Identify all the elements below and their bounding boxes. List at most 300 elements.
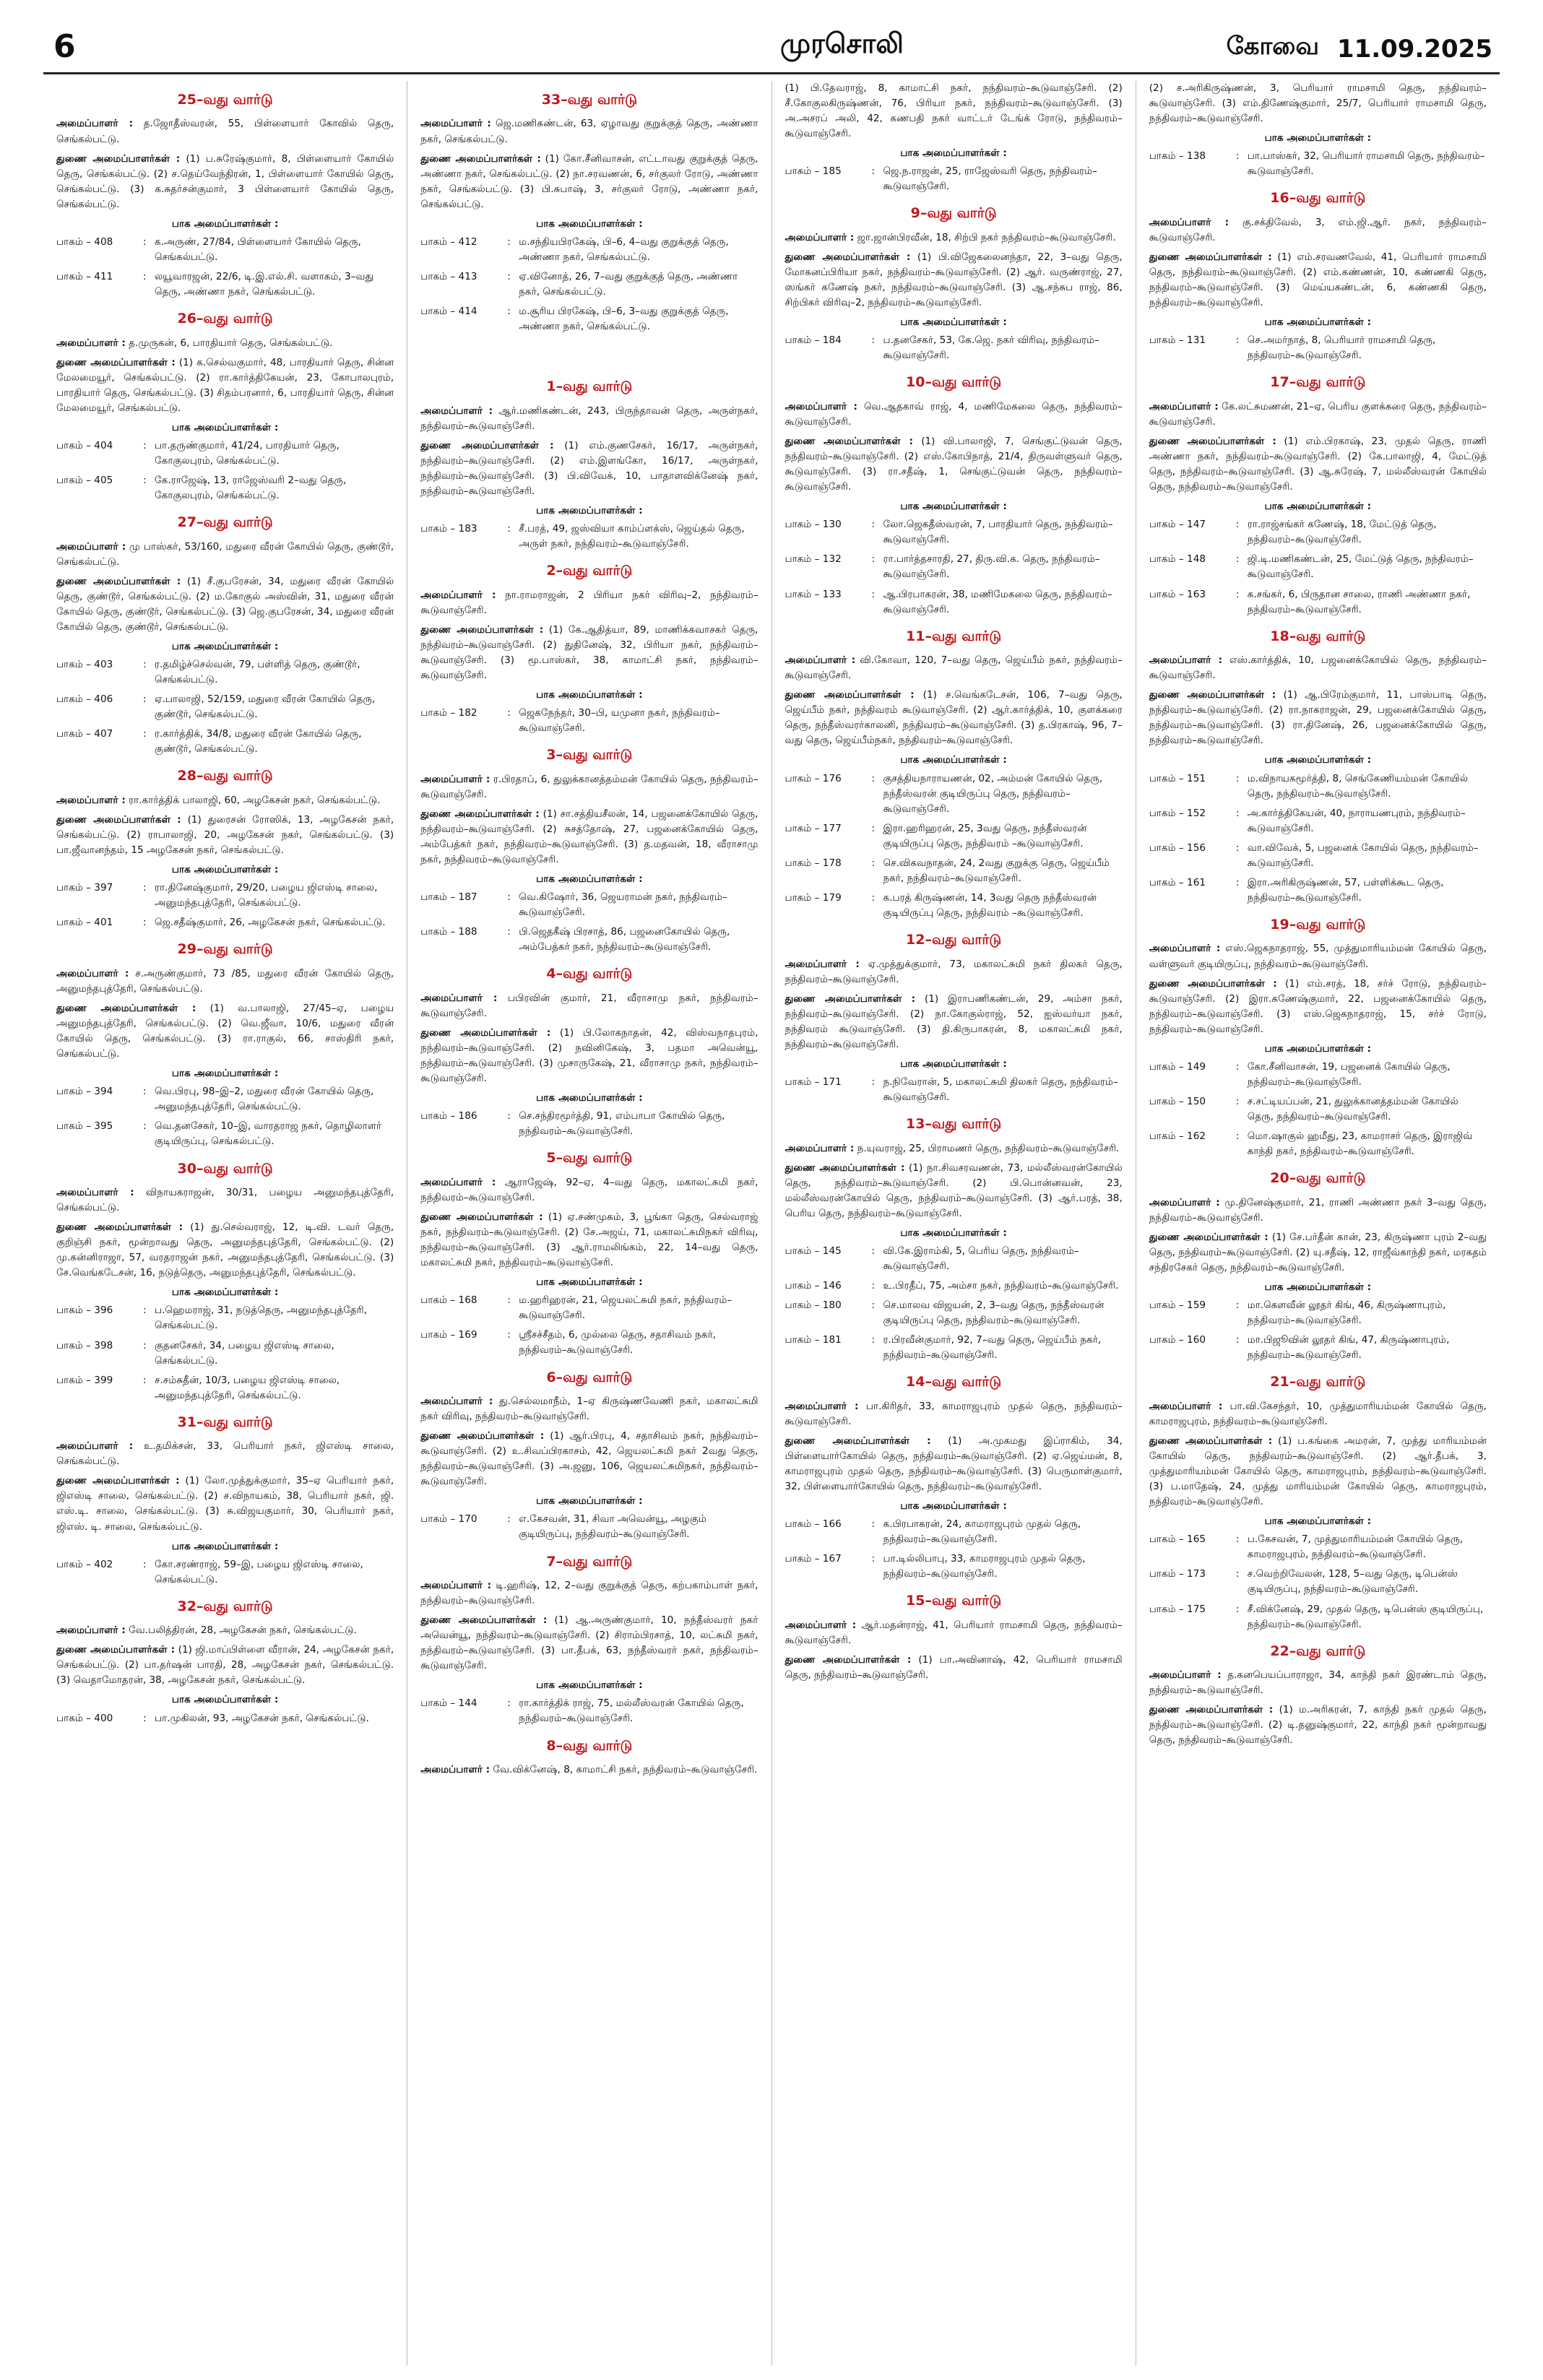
booth-separator: : [1235,1096,1240,1107]
booth-separator: : [143,1086,147,1098]
booth-organizer: அ.கார்த்திகேயன், 40, நாராயணபுரம், நந்திவரம்–கூடுவாஞ்சேரி. [1247,807,1466,834]
deputy-organizers-entry [1149,1702,1487,1748]
booth-separator: : [871,1299,876,1312]
booth-row [785,821,1123,852]
organizer-entry [785,230,1123,246]
organizer-label: அமைப்பாளர் : [56,1440,134,1453]
booth-row [56,657,394,688]
booth-organizers-heading: பாக அமைப்பாளர்கள் : [900,1057,1007,1070]
booth-number: பாகம் – 400 [56,1712,113,1724]
deputy-organizers-entry [420,438,758,499]
organizer-text: எஸ்.கார்த்திக், 10, பஜனைக்கோயில் தெரு, நந்திவரம்–கூடுவாஞ்சேரி. [1149,654,1487,682]
ward-heading: 32–வது வார்டு [177,1598,273,1614]
booth-separator: : [507,1329,511,1341]
booth-number: பாகம் – 184 [785,334,842,347]
organizer-entry [420,991,758,1021]
deputy-text: (1) துரைசன் ரோஸிக், 13, அழகேசன் நகர், செங்கல்பட்டு. (2) ராபாலாஜி, 20, அழகேசன் நகர், செங்கல்பட்டு. (3) பா.ஜீவானந்தம், 15 அழகேசன் நகர், செங்கல்பட்டு. [56,813,394,857]
deputy-text: (1) ஜி.மாப்பிள்ளை வீரான், 24, அழகேசன் நகர், செங்கல்பட்டு. (2) பா.தர்ஷன் பாரதி, 28, அழகேசன் நகர், செங்கல்பட்டு. (3) வெதாமோதரன், 38, அழகேசன் நகர், செங்கல்பட்டு. [56,1644,394,1687]
booth-organizer: கோ.சீனிவாசன், 19, பஜனைக் கோயில் தெரு, நந்திவரம்–கூடுவாஞ்சேரி. [1247,1060,1451,1088]
deputy-label: துணை அமைப்பாளர்கள் : [56,1221,183,1234]
booth-row [1149,1094,1487,1125]
booth-separator: : [507,523,511,535]
deputy-text: (1) வ.பாலாஜி, 27/45–ஏ, பழைய அனுமந்தபுத்தேரி, செங்கல்பட்டு. (2) வெ.ஜீவா, 10/6, மதுரை வீரன் கோயில் தெரு, செங்கல்பட்டு. (3) ரா.ராகுல், 66, சாஸ்திரி நகர், செங்கல்பட்டு. [56,1002,394,1060]
organizer-label: அமைப்பாளர் : [420,118,491,130]
deputy-label: துணை அமைப்பாளர்கள் : [56,575,181,587]
booth-number: பாகம் – 151 [1149,772,1206,784]
deputy-organizers-entry [420,1429,758,1489]
booth-number: பாகம் – 170 [420,1513,477,1526]
deputy-text: (1) பி.தேவராஜ், 8, காமாட்சி நகர், நந்திவரம்–கூடுவாஞ்சேரி. (2) சீ.கோகுலகிருஷ்ணன், 76, பிரியா நகர், நந்திவரம்–கூடுவாஞ்சேரி. (3) அ.அசரப் அலி, 42, கணபதி நகர் வாட்டர் டேங்க் ரோடு, நந்திவரம்–கூடுவாஞ்சேரி. [785,82,1123,140]
booth-organizer: ப.ஹெமராஜ், 31, நடுத்தெரு, அனுமந்தபுத்தேரி, செங்கல்பட்டு. [155,1304,368,1332]
booth-number: பாகம் – 165 [1149,1533,1206,1546]
booth-number: பாகம் – 402 [56,1558,113,1570]
booth-number: பாகம் – 183 [420,523,477,535]
organizer-text: ஜெ.மணிகண்டன், 63, ஏழாவது குறுக்குத் தெரு, அண்ணா நகர், செங்கல்பட்டு. [420,118,758,145]
booth-row [1149,1567,1487,1597]
ward-heading: 16–வது வார்டு [1270,190,1366,207]
booth-separator: : [507,1513,511,1526]
booth-separator: : [871,588,876,600]
organizer-entry [1149,215,1487,246]
deputy-text: (1) ஏ.சண்முகம், 3, பூங்கா தெரு, செல்வராஜ் நகர், நந்திவரம்–கூடுவாஞ்சேரி. (2) சே.அஜய், 71, மகாலட்சுமிநகர் விரிவு, நந்திவரம்–கூடுவாஞ்சேரி. (3) ஆர்.ராமலிங்கம், 22, 14–வது தெரு, மகாலட்சுமி நகர், நந்திவரம்–கூடுவாஞ்சேரி. [420,1211,758,1269]
booth-row [56,1119,394,1149]
booth-separator: : [143,1339,147,1351]
deputy-organizers-entry [1149,688,1487,748]
deputy-label: துணை அமைப்பாளர்கள் : [1149,435,1276,447]
booth-organizer: குசத்தியநாராயணன், 02, அம்மன் கோயில் தெரு, நந்தீஸ்வரன் குடியிருப்பு தெரு, நந்திவரம்–கூடுவாஞ்சேரி. [883,772,1103,815]
booth-separator: : [871,1553,876,1565]
booth-separator: : [1235,1568,1240,1580]
booth-organizers-heading: பாக அமைப்பாளர்கள் : [1264,501,1372,513]
booth-organizer: பா.டில்லிபாபு, 33, காமராஜபுரம் முதல் தெரு, நந்திவரம்–கூடுவாஞ்சேரி. [883,1553,1086,1580]
organizer-label: அமைப்பாளர் : [420,773,490,785]
booth-organizer: வி.கே.இராம்கி, 5, பெரிய தெரு, நந்திவரம்–கூடுவாஞ்சேரி. [883,1245,1079,1272]
booth-row [1149,1532,1487,1562]
deputy-label: துணை அமைப்பாளர்கள் : [785,1654,912,1666]
booth-organizer: ஆ.பிரபாகரன், 38, மணிமேகலை தெரு, நந்திவரம்–கூடுவாஞ்சேரி. [883,588,1113,615]
organizer-entry [1149,941,1487,972]
booth-separator: : [507,306,511,318]
column-gap [420,339,758,368]
deputy-text: (1) எம்.குணசேகர், 16/17, அருள்நகர், நந்திவரம்–கூடுவாஞ்சேரி. (2) எம்.இளங்கோ, 16/17, அருள்நகர், நந்திவரம்–கூடுவாஞ்சேரி. (3) பி.விவேக், 10, பாதாளவிக்னேஷ் நகர், நந்திவரம்–கூடுவாஞ்சேரி. [420,439,758,497]
booth-number: பாகம் – 403 [56,659,113,671]
booth-separator: : [871,334,876,347]
booth-organizers-heading: பாக அமைப்பாளர்கள் : [171,421,279,433]
booth-separator: : [143,271,147,282]
booth-row [785,1278,1123,1294]
booth-organizer: வா.விவேக், 5, பஜனைக் கோயில் தெரு, நந்திவரம்–கூடுவாஞ்சேரி. [1247,841,1479,869]
booth-organizer: மா.கெளவீன் லூதர் கிங், 46, கிருஷ்ணாபுரம், நந்திவரம்–கூடுவாஞ்சேரி. [1247,1299,1446,1327]
deputy-organizers-entry [1149,1434,1487,1510]
booth-number: பாகம் – 397 [56,882,113,894]
organizer-entry [420,772,758,802]
ward-heading: 22–வது வார்டு [1270,1643,1366,1659]
deputy-text: (1) அ.முகமது இப்ராகிம், 34, பிள்ளையார்கோயில் தெரு, நந்திவரம்–கூடுவாஞ்சேரி. (2) ஏ.ஜெய்மன், 8, காமராஜபுரம் முதல் தெரு, நந்திவரம்–கூடுவாஞ்சேரி. (3) பெருமாள்குமார், 32, பிள்ளையார்கோயில் தெரு, நந்திவரம்–கூடுவாஞ்சேரி. [785,1435,1123,1493]
booth-separator: : [507,1697,511,1710]
organizer-text: எஸ்.ஜெகநாதராஜ், 55, முத்துமாரியம்மன் கோயில் தெரு, வள்ளுவர் குடியிருப்பு, நந்திவரம்–கூடுவாஞ்சேரி. [1149,943,1487,970]
booth-row [1149,1602,1487,1632]
booth-number: பாகம் – 162 [1149,1130,1206,1143]
booth-separator: : [143,882,147,894]
organizer-entry [420,1394,758,1424]
booth-organizer: ம.விநாயகமூர்த்தி, 8, செங்கேணியம்மன் கோயில் தெரு, நந்திவரம்–கூடுவாஞ்சேரி. [1247,772,1469,800]
booth-separator: : [507,271,511,282]
booth-organizer: வெ.பிரபு, 98–இ–2, மதுரை வீரன் கோயில் தெரு, அனுமந்தபுத்தேரி, செங்கல்பட்டு. [155,1086,374,1113]
booth-number: பாகம் – 132 [785,553,842,566]
organizer-label: அமைப்பாளர் : [785,1400,859,1412]
booth-number: பாகம் – 401 [56,917,113,929]
newspaper-name: முரசொலி [780,27,904,59]
booth-organizers-heading: பாக அமைப்பாளர்கள் : [1264,132,1372,144]
booth-organizer: ச.வெற்றிவேலன், 128, 5–வது தெரு, டிபென்ஸ் குடியிருப்பு, நந்திவரம்–கூடுவாஞ்சேரி. [1247,1568,1458,1596]
booth-row [420,1696,758,1726]
deputy-label: துணை அமைப்பாளர்கள் : [420,623,544,636]
booth-organizer: கே.ராஜேஷ், 13, ராஜேஸ்வரி 2–வது தெரு, கோகுலபுரம், செங்கல்பட்டு. [155,475,347,502]
organizer-label: அமைப்பாளர் : [420,1176,496,1188]
booth-organizer: ஏ.பாலாஜி, 52/159, மதுரை வீரன் கோயில் தெரு, குண்டூர், செங்கல்பட்டு. [155,693,376,721]
booth-number: பாகம் – 169 [420,1329,477,1341]
booth-number: பாகம் – 404 [56,439,113,451]
booth-separator: : [143,728,147,740]
columns [43,81,1500,2366]
booth-row [56,727,394,757]
booth-number: பாகம் – 160 [1149,1334,1206,1346]
booth-organizer: ரா.தினேஷ்குமார், 29/20, பழைய ஜிஎஸ்டி சாலை, அனுமந்தபுத்தேரி, செங்கல்பட்டு. [155,882,378,909]
deputy-organizers-entry [56,1220,394,1281]
booth-organizer: செ.மாலவ விஜயன், 2, 3–வது தெரு, நந்தீஸ்வரன் குடியிருப்பு தெரு, நந்திவரம்–கூடுவாஞ்சேரி. [883,1299,1105,1327]
booth-separator: : [871,519,876,531]
organizer-label: அமைப்பாளர் : [420,992,498,1004]
booth-organizer: இரா.அரிகிருஷ்ணன், 57, பள்ளிக்கூட தெரு, நந்திவரம்–கூடுவாஞ்சேரி. [1247,876,1444,904]
booth-row [56,269,394,300]
organizer-text: மு பாஸ்கர், 53/160, மதுரை வீரன் கோயில் தெரு, குண்டூர், செங்கல்பட்டு. [56,540,394,568]
deputy-text: (1) க.செல்வகுமார், 48, பாரதியார் தெரு, சின்ன மேலமையூர், செங்கல்பட்டு. (2) ரா.கார்த்திகேயன், 23, கோபாலபுரம், பாரதியார் தெரு, செங்கல்பட்டு. (3) சிதம்பரனார், 6, பாரதியார் தெரு, சின்ன மேலமையூர், செங்கல்பட்டு. [56,356,394,414]
booth-organizer: வெ.கிஷோர், 36, ஜெயராமன் நகர், நந்திவரம்–கூடுவாஞ்சேரி. [519,891,727,919]
booth-number: பாகம் – 394 [56,1086,113,1098]
deputy-organizers-entry [1149,81,1487,126]
booth-row [420,925,758,955]
booth-row [785,587,1123,618]
ward-heading: 9–வது வார்டு [910,205,997,222]
booth-organizer: ஜெகநேந்தர், 30–பி, யமுனா நகர், நந்திவரம்–கூடுவாஞ்சேரி. [519,707,720,735]
booth-row [785,164,1123,194]
ward-heading: 6–வது வார்டு [546,1369,633,1385]
booth-row [785,333,1123,363]
booth-row [785,1333,1123,1363]
booth-separator: : [507,926,511,938]
booth-organizer: லயூவாரஜன், 22/6, டி.இ.எல்.சி. வளாகம், 3–வது தெரு, அண்ணா நகர், செங்கல்பட்டு. [155,271,374,298]
organizer-entry [785,1141,1123,1156]
organizer-text: நா.ராமராஜன், 2 பிரியா நகர் விரிவு–2, நந்திவரம்–கூடுவாஞ்சேரி. [420,589,758,616]
organizer-label: அமைப்பாளர் : [785,654,856,667]
deputy-text: (1) து.செல்வராஜ், 12, டி.வி. டவர் தெரு, குறிஞ்சி நகர், மூன்றாவது தெரு, அனுமந்தபுத்தேரி, செங்கல்பட்டு. (2) மு.கன்னிராஜா, 57, வரதராஜன் நகர், அனுமந்தபுத்தேரி, செங்கல்பட்டு. (3) சே.வெங்கடேசன், 16, நடுத்தெரு, அனுமந்தபுத்தேரி, செங்கல்பட்டு. [56,1221,394,1279]
booth-organizers-heading: பாக அமைப்பாளர்கள் : [1264,1515,1372,1528]
booth-organizers-heading: பாக அமைப்பாளர்கள் : [1264,754,1372,766]
booth-organizer: ப.கேசவன், 7, முத்துமாரியம்மன் கோயில் தெரு, காமராஜபுரம், நந்திவரம்–கூடுவாஞ்சேரி. [1247,1533,1464,1561]
organizer-label: அமைப்பாளர் : [1149,400,1219,412]
organizer-label: அமைப்பாளர் : [1149,1196,1220,1208]
ward-heading: 2–வது வார்டு [546,563,633,579]
booth-organizer: சீ.பரத், 49, ஜஸ்வியா காம்ப்ளக்ஸ், ஜெய்தல் தெரு, அருள் நகர், நந்திவரம்–கூடுவாஞ்சேரி. [519,523,745,550]
ward-heading: 11–வது வார்டு [906,628,1002,644]
column-4 [1136,81,1500,2366]
booth-row [785,1517,1123,1547]
booth-number: பாகம் – 173 [1149,1568,1206,1580]
deputy-organizers-entry [56,813,394,858]
booth-number: பாகம் – 186 [420,1110,477,1122]
booth-organizers-heading: பாக அமைப்பாளர்கள் : [171,1694,279,1706]
organizer-label: அமைப்பாளர் : [420,589,496,601]
deputy-text: (1) இராபணிகண்டன், 29, அம்சா நகர், நந்திவரம்–கூடுவாஞ்சேரி. (2) நா.கோகுல்ராஜ், 52, ஐஸ்வர்யா நகர், நந்திவரம் கூடுவாஞ்சேரி. (3) தி.கிருபாகரன், 8, மகாலட்சுமி நகர், நந்திவரம்–கூடுவாஞ்சேரி. [785,992,1123,1050]
organizer-text: வி.கோவா, 120, 7–வது தெரு, ஜெய்பீம் நகர், நந்திவரம்–கூடுவாஞ்சேரி. [785,654,1123,682]
booth-organizers-heading: பாக அமைப்பாளர்கள் : [536,505,643,517]
deputy-text: (1) லோ.முத்துக்குமார், 35–ஏ பெரியார் நகர், ஜிஎஸ்டி சாலை, செங்கல்பட்டு. (2) ச.விநாயகம், 38, பெரியார் நகர், ஜி. எஸ்.டி. சாலை, செங்கல்பட்டு. (3) சு.விஜயகுமார், 30, பெரியார் நகர், ஜிஎஸ். டி. சாலை, செங்கல்பட்டு. [56,1475,394,1533]
deputy-label: துணை அமைப்பாளர்கள் : [785,1161,905,1174]
booth-row [785,1075,1123,1105]
organizer-label: அமைப்பாளர் : [56,1186,134,1198]
booth-number: பாகம் – 180 [785,1299,842,1312]
booth-organizer: மா.பிஜூவின் லூதர் கிங், 47, கிருஷ்ணாபுரம், நந்திவரம்–கூடுவாஞ்சேரி. [1247,1334,1450,1362]
organizer-entry [56,1439,394,1469]
booth-row [785,891,1123,921]
booth-separator: : [1235,519,1240,531]
deputy-organizers-entry [1149,1230,1487,1276]
booth-row [1149,333,1487,363]
booth-number: பாகம் – 187 [420,891,477,904]
booth-number: பாகம் – 147 [1149,519,1206,531]
deputy-label: துணை அமைப்பாளர்கள் : [785,1435,931,1447]
deputy-label: துணை அமைப்பாளர்கள் : [420,1614,548,1627]
organizer-entry [785,957,1123,987]
booth-organizers-heading: பாக அமைப்பாளர்கள் : [900,1500,1007,1513]
deputy-label: துணை அமைப்பாளர்கள் : [420,808,540,820]
booth-number: பாகம் – 146 [785,1280,842,1291]
booth-separator: : [871,165,876,178]
deputy-label: துணை அமைப்பாளர்கள் : [785,992,916,1005]
organizer-text: வே.விக்னேஷ், 8, காமாட்சி நகர், நந்திவரம்–கூடுவாஞ்சேரி. [493,1763,758,1775]
booth-row [420,1109,758,1139]
booth-separator: : [871,1280,876,1291]
organizer-entry [1149,399,1487,430]
organizer-text: ரா.கார்த்திக் பாலாஜி, 60, அழகேசன் நகர், செங்கல்பட்டு. [129,794,381,806]
booth-organizer: ஜெ.சதீஷ்குமார், 26, அழகேசன் நகர், செங்கல்பட்டு. [155,917,386,929]
booth-separator: : [1235,150,1240,163]
booth-separator: : [1235,841,1240,854]
ward-heading: 17–வது வார்டு [1270,374,1366,391]
booth-row [785,1298,1123,1328]
deputy-label: துணை அமைப்பாளர்கள் : [420,439,554,451]
deputy-organizers-entry [56,574,394,635]
booth-row [56,438,394,469]
organizer-text: பா.கிரிதர், 33, காமராஜபுரம் முதல் தெரு, நந்திவரம்–கூடுவாஞ்சேரி. [785,1400,1123,1427]
booth-organizers-heading: பாக அமைப்பாளர்கள் : [900,1226,1007,1239]
booth-row [1149,1333,1487,1363]
booth-separator: : [143,1304,147,1317]
booth-row [56,915,394,930]
ward-heading: 21–வது வார்டு [1270,1374,1366,1390]
edition-city: கோவை [1226,32,1319,61]
ward-heading: 1–வது வார்டு [546,378,633,395]
deputy-text: (1) எம்.சரத், 18, சர்ச் ரோடு, நந்திவரம்–கூடுவாஞ்சேரி. (2) இரா.கணேஷ்குமார், 22, பஜனைக்கோயில் தெரு, நந்திவரம்–கூடுவாஞ்சேரி. (3) எஸ்.ஜெகநாதராஜ், 15, சர்ச் ரோடு, நந்திவரம்–கூடுவாஞ்சேரி. [1149,977,1487,1035]
deputy-text: (1) எம்.பிரகாஷ், 23, முதல் தெரு, ராணி அண்ணா நகர், நந்திவரம்–கூடுவாஞ்சேரி. (2) கே.பாலாஜி, 4, மேட்டுத் தெரு, நந்திவரம்–கூடுவாஞ்சேரி. (3) ஆ.சுரேஷ், 7, மல்லீஸ்வரன் கோயில் தெரு, நந்திவரம்–கூடுவாஞ்சேரி. [1149,435,1487,493]
organizer-text: வெ.ஆதகாவ் ராஜ், 4, மணிமேகலை தெரு, நந்திவரம்–கூடுவாஞ்சேரி. [785,400,1123,428]
organizer-text: த.முருகன், 6, பாரதியார் தெரு, செங்கல்பட்டு. [129,337,333,349]
booth-organizer: ச.சட்டியப்பன், 21, துலுக்கானத்தம்மன் கோயில் தெரு, நந்திவரம்–கூடுவாஞ்சேரி. [1247,1096,1458,1123]
booth-organizer: குதனசேகர், 34, பழைய ஜிஎஸ்டி சாலை, செங்கல்பட்டு. [155,1339,334,1367]
booth-number: பாகம் – 149 [1149,1060,1206,1073]
booth-row [56,235,394,265]
booth-separator: : [1235,876,1240,888]
booth-number: பாகம் – 408 [56,235,113,248]
booth-row [1149,771,1487,802]
booth-number: பாகம் – 413 [420,271,477,282]
booth-organizer: பா.தருண்குமார், 41/24, பாரதியார் தெரு, கோகுலபுரம், செங்கல்பட்டு. [155,439,340,467]
deputy-label: துணை அமைப்பாளர்கள் : [785,689,915,701]
organizer-label: அமைப்பாளர் : [785,1619,857,1631]
organizer-label: அமைப்பாளர் : [1149,216,1229,228]
ward-heading: 13–வது வார்டு [906,1116,1002,1133]
booth-separator: : [143,1120,147,1133]
booth-separator: : [143,235,147,248]
booth-separator: : [143,439,147,451]
booth-organizer: லோ.ஜெகதீஸ்வரன், 7, பாரதியார் தெரு, நந்திவரம்–கூடுவாஞ்சேரி. [883,519,1113,546]
booth-row [785,517,1123,548]
organizer-label: அமைப்பாளர் : [56,1624,126,1637]
booth-organizers-heading: பாக அமைப்பாளர்கள் : [900,501,1007,513]
organizer-text: பபிரவின் குமார், 21, வீராசாமு நகர், நந்திவரம்–கூடுவாஞ்சேரி. [420,992,758,1019]
booth-row [1149,552,1487,582]
booth-row [420,235,758,265]
deputy-organizers-entry [785,1653,1123,1683]
organizer-label: அமைப்பாளர் : [56,118,134,130]
booth-organizer: இரா.ஹரிஹரன், 25, 3வது தெரு, நந்தீஸ்வரன் குடியிருப்பு தெரு, நந்திவரம் –கூடுவாஞ்சேரி. [883,822,1087,849]
organizer-entry [56,336,394,351]
booth-number: பாகம் – 407 [56,728,113,740]
organizer-entry [785,1618,1123,1648]
booth-row [56,1711,394,1726]
ward-heading: 20–வது வார்டு [1270,1170,1366,1187]
booth-number: பாகம் – 406 [56,693,113,706]
deputy-organizers-entry [785,250,1123,311]
ward-heading: 30–வது வார்டு [177,1160,273,1177]
booth-row [420,1328,758,1358]
deputy-text: (1) வி.பாலாஜி, 7, செங்குட்டுவன் தெரு, நந்திவரம்–கூடுவாஞ்சேரி. (2) எஸ்.கோபிநாத், 21/4, திருவள்ளுவர் தெரு, கூடுவாஞ்சேரி. (3) ரா.சதீஷ், 1, செங்குட்டுவன் தெரு, நந்திவரம்–கூடுவாஞ்சேரி. [785,435,1123,493]
ward-heading: 28–வது வார்டு [177,768,273,784]
organizer-entry [420,1578,758,1609]
booth-number: பாகம் – 182 [420,707,477,719]
deputy-label: துணை அமைப்பாளர்கள் : [420,152,541,165]
organizer-text: த.கனபெயப்பாராஜா, 34, காந்தி நகர் இரண்டாம் தெரு, நந்திவரம்–கூடுவாஞ்சேரி. [1149,1669,1487,1697]
booth-separator: : [1235,772,1240,784]
booth-row [1149,587,1487,618]
organizer-label: அமைப்பாளர் : [56,540,126,553]
organizer-label: அமைப்பாளர் : [785,1142,855,1154]
deputy-organizers-entry [420,1026,758,1086]
booth-number: பாகம் – 171 [785,1076,842,1088]
booth-number: பாகம் – 179 [785,891,842,904]
column-3 [772,81,1136,2366]
booth-row [56,692,394,722]
deputy-text: (1) ஆ.பிரேம்குமார், 11, பாஸ்பாடி தெரு, நந்திவரம்–கூடுவாஞ்சேரி. (2) ரா.நாகராஜன், 29, பஜனைக்கோயில் தெரு, நந்திவரம்–கூடுவாஞ்சேரி. (3) ரா.தினேஷ், 26, பஜனைக்கோயில் தெரு, நந்திவரம்–கூடுவாஞ்சேரி. [1149,689,1487,747]
deputy-label: துணை அமைப்பாளர்கள் : [56,152,181,165]
booth-organizer: செ.விகவநாதன், 24, 2வது குறுக்கு தெரு, ஜெய்பீம் நகர், நந்திவரம்–கூடுவாஞ்சேரி. [883,857,1110,884]
booth-row [56,1084,394,1115]
booth-organizers-heading: பாக அமைப்பாளர்கள் : [171,641,279,652]
column-1 [43,81,407,2366]
ward-heading: 10–வது வார்டு [906,374,1002,391]
booth-number: பாகம் – 405 [56,475,113,487]
booth-organizers-heading: பாக அமைப்பாளர்கள் : [536,1276,643,1289]
organizer-entry [56,793,394,808]
booth-organizers-heading: பாக அமைப்பாளர்கள் : [900,147,1007,160]
organizer-label: அமைப்பாளர் : [785,231,855,243]
booth-organizers-heading: பாக அமைப்பாளர்கள் : [171,1286,279,1299]
booth-organizers-heading: பாக அமைப்பாளர்கள் : [536,689,643,701]
booth-separator: : [871,891,876,904]
booth-row [420,890,758,920]
booth-row [1149,1129,1487,1159]
organizer-text: கு.சக்திவேல், 3, எம்.ஜி.ஆர். நகர், நந்திவரம்–கூடுவாஞ்சேரி. [1149,216,1487,243]
booth-organizer: ஸ்ரீசச்சீதம், 6, முல்லை தெரு, சதாசிவம் நகர், நந்திவரம்–கூடுவாஞ்சேரி. [519,1329,717,1356]
booth-separator: : [143,475,147,487]
deputy-text: (1) எம்.சரவணவேல், 41, பெரியார் ராமசாமி தெரு, நந்திவரம்–கூடுவாஞ்சேரி. (2) எம்.கண்ணன், 10, கண்ணகி தெரு, நந்திவரம்–கூடுவாஞ்சேரி. (3) மெய்யகண்டன், 6, கண்ணகி தெரு, நந்திவரம்–கூடுவாஞ்சேரி. [1149,251,1487,309]
booth-row [785,552,1123,582]
organizer-entry [1149,653,1487,683]
booth-separator: : [1235,1299,1240,1312]
booth-separator: : [1235,1130,1240,1143]
deputy-text: (1) ம.அரிகரன், 7, காந்தி நகர் முதல் தெரு, நந்திவரம்–கூடுவாஞ்சேரி. (2) டி.தனுஷ்குமார், 22, காந்தி நகர் மூன்றாவது தெரு, நந்திவரம்–கூடுவாஞ்சேரி. [1149,1704,1487,1747]
booth-number: பாகம் – 395 [56,1120,113,1133]
booth-organizers-heading: பாக அமைப்பாளர்கள் : [900,316,1007,329]
booth-number: பாகம் – 175 [1149,1603,1206,1615]
organizer-text: ச.அருண்குமார், 73 /85, மதுரை வீரன் கோயில் தெரு, அனுமந்தபுத்தேரி, செங்கல்பட்டு. [56,967,394,995]
deputy-label: துணை அமைப்பாளர்கள் : [1149,1435,1273,1447]
booth-separator: : [143,917,147,929]
booth-row [420,1512,758,1542]
organizer-entry [56,1623,394,1638]
deputy-organizers-entry [1149,434,1487,495]
organizer-text: ந.யுவராஜ், 25, பிராமணர் தெரு, நந்திவரம்–கூடுவாஞ்சேரி. [857,1142,1120,1154]
deputy-label: துணை அமைப்பாளர்கள் : [785,435,913,447]
booth-organizer: பா.பாஸ்கர், 32, பெரியார் ராமசாமி தெரு, நந்திவரம்–கூடுவாஞ்சேரி. [1247,150,1485,178]
organizer-label: அமைப்பாளர் : [420,1395,493,1407]
ward-heading: 31–வது வார்டு [177,1414,273,1430]
ward-heading: 12–வது வார்டு [906,932,1002,948]
organizer-label: அமைப்பாளர் : [785,400,857,412]
booth-number: பாகம் – 131 [1149,334,1206,347]
booth-number: பாகம் – 188 [420,926,477,938]
booth-organizers-heading: பாக அமைப்பாளர்கள் : [536,217,643,230]
booth-separator: : [1235,334,1240,347]
booth-row [420,706,758,736]
booth-separator: : [1235,1334,1240,1346]
ward-heading: 15–வது வார்டு [906,1593,1002,1609]
deputy-label: துணை அமைப்பாளர்கள் : [1149,251,1272,263]
organizer-label: அமைப்பாளர் : [56,337,126,349]
organizer-text: த.ஜோதீஸ்வரன், 55, பிள்ளையார் கோவில் தெரு, செங்கல்பட்டு. [56,118,394,145]
booth-number: பாகம் – 159 [1149,1299,1206,1312]
deputy-text: (1) பி.விஜேகலைனந்தா, 22, 3–வது தெரு, மோகனப்பிரியா நகர், நந்திவரம்–கூடுவாஞ்சேரி. (2) ஆர். வருண்ராஜ், 27, ஸங்கர் கணேஷ் நகர், நந்திவரம்–கூடுவாஞ்சேரி. (3) ஆ.சந்சுப ராஜ், 86, சிற்பிகர் விரிவு–2, நந்திவரம்–கூடுவாஞ்சேரி. [785,251,1123,309]
booth-organizer: எ.கேசவன், 31, சிவா அவென்யூ, அழகும் குடியிருப்பு, நந்திவரம்–கூடுவாஞ்சேரி. [519,1513,706,1541]
organizer-entry [785,653,1123,683]
booth-separator: : [871,1245,876,1257]
organizer-label: அமைப்பாளர் : [1149,943,1221,955]
booth-organizers-heading: பாக அமைப்பாளர்கள் : [1264,1281,1372,1293]
booth-organizer: க.அருண், 27/84, பிள்ளையார் கோயில் தெரு, செங்கல்பட்டு. [155,235,361,263]
booth-organizer: செ.சந்திரமூர்த்தி, 91, எம்பாபா கோயில் தெரு, நந்திவரம்–கூடுவாஞ்சேரி. [519,1110,725,1138]
booth-organizer: ச.சம்சுதீன், 10/3, பழைய ஜிஎஸ்டி சாலை, அனுமந்தபுத்தேரி, செங்கல்பட்டு. [155,1374,340,1401]
booth-organizer: பி.ஜெதகீஷ் பிரசாத், 86, பஜனைகோயில் தெரு, அம்பேத்கர் நகர், நந்திவரம்–கூடுவாஞ்சேரி. [519,926,730,953]
